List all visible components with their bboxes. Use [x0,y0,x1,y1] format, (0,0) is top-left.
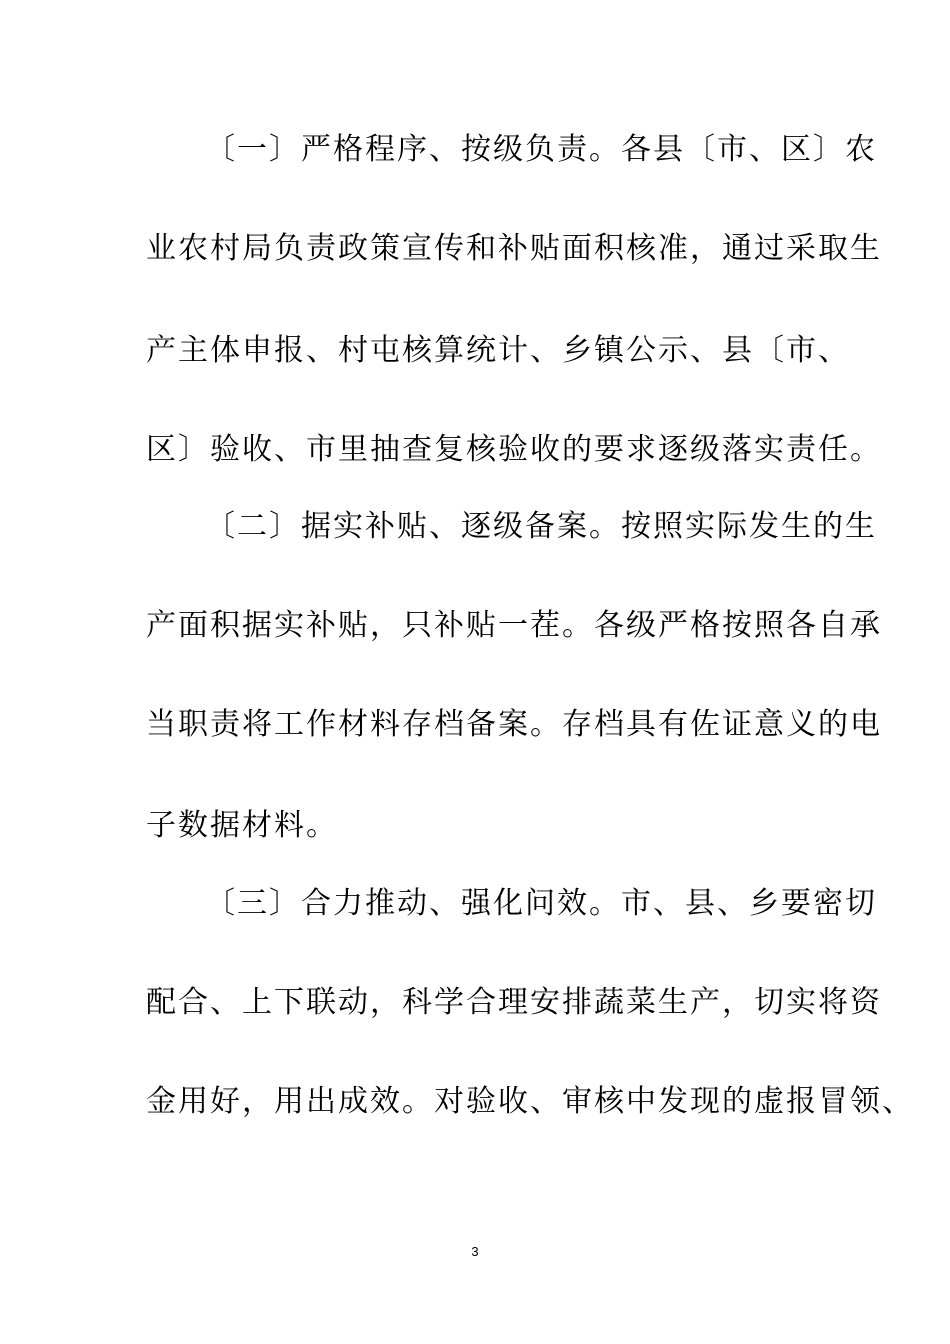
text-line: 〔三〕合力推动、强化问效。市、县、乡要密切 [205,886,877,921]
page-number: 3 [471,1244,479,1259]
text-line: 金用好，用出成效。对验收、审核中发现的虚报冒领、 [146,1084,914,1119]
text-line: 〔一〕严格程序、按级负责。各县〔市、区〕农 [205,132,877,167]
text-line: 产主体申报、村屯核算统计、乡镇公示、县〔市、 [146,333,850,368]
text-line: 当职责将工作材料存档备案。存档具有佐证意义的电 [146,707,882,742]
text-line: 产面积据实补贴，只补贴一茬。各级严格按照各自承 [146,608,882,643]
text-line: 配合、上下联动，科学合理安排蔬菜生产，切实将资 [146,985,882,1020]
text-line: 〔二〕据实补贴、逐级备案。按照实际发生的生 [205,509,877,544]
text-line: 区〕验收、市里抽查复核验收的要求逐级落实责任。 [146,432,882,467]
text-line: 业农村局负责政策宣传和补贴面积核准，通过采取生 [146,231,882,266]
text-line: 子数据材料。 [146,808,338,843]
